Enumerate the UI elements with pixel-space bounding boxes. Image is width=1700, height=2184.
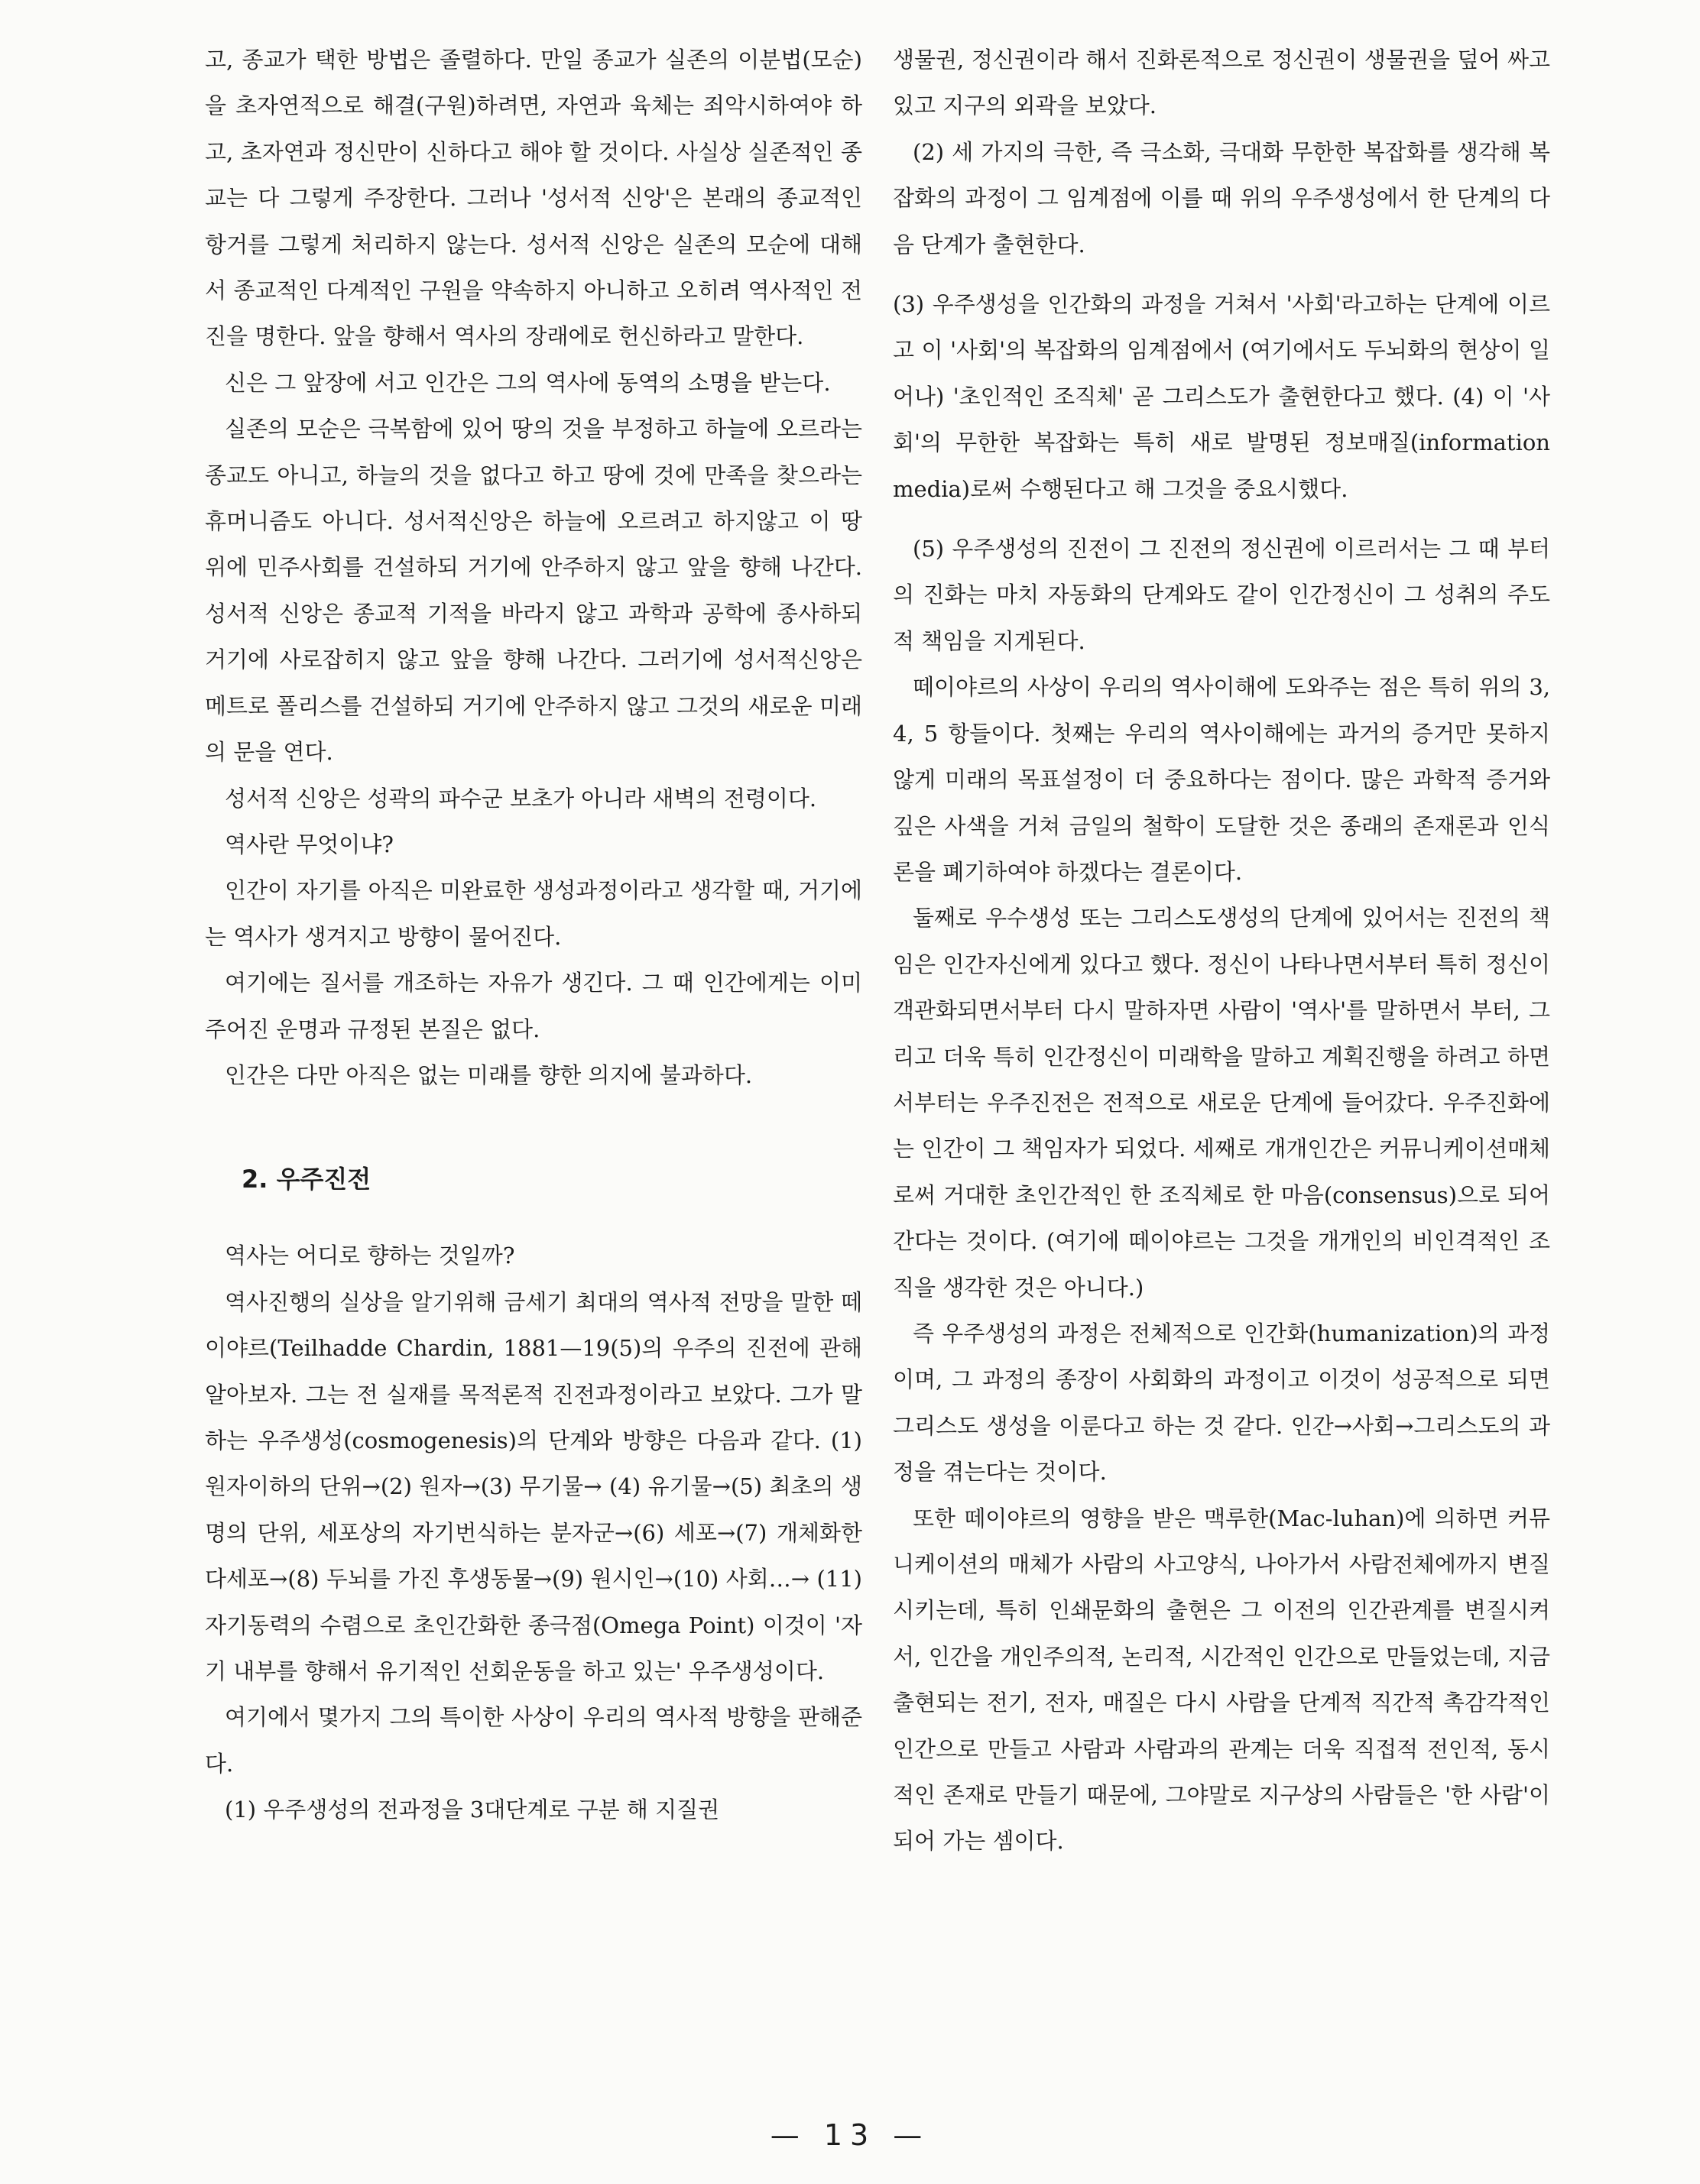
paragraph: 인간이 자기를 아직은 미완료한 생성과정이라고 생각할 때, 거기에는 역사가 생겨지고 방향이 물어진다. xyxy=(205,877,862,950)
paragraph: 떼이야르의 사상이 우리의 역사이해에 도와주는 점은 특히 위의 3, 4, 5 항들이다. 첫째는 우리의 역사이해에는 과거의 증거만 못하지 않게 미래의 목표설정이 더 중요하다는 점이다. 많은 과학적 증거와 깊은 사색을 거쳐 금일의 철학이 도달한 것은 종래의 존재론과 인식론을 폐기하여야 하겠다는 결론이다. xyxy=(893,674,1550,885)
paragraph: 실존의 모순은 극복함에 있어 땅의 것을 부정하고 하늘에 오르라는 종교도 아니고, 하늘의 것을 없다고 하고 땅에 것에 만족을 찾으라는 휴머니즘도 아니다. 성서적신앙은 하늘에 오르려고 하지않고 이 땅 위에 민주사회를 건설하되 거기에 안주하지 않고 앞을 향해 나간다. 성서적 신앙은 종교적 기적을 바라지 않고 과학과 공학에 종사하되 거기에 사로잡히지 않고 앞을 향해 나간다. 그러기에 성서적신앙은 메트로 폴리스를 건설하되 거기에 안주하지 않고 그것의 새로운 미래의 문을 연다. xyxy=(205,416,862,766)
paragraph: 생물권, 정신권이라 해서 진화론적으로 정신권이 생물권을 덮어 싸고 있고 지구의 외곽을 보았다. xyxy=(893,47,1550,119)
paragraph: (5) 우주생성의 진전이 그 진전의 정신권에 이르러서는 그 때 부터의 진화는 마치 자동화의 단계와도 같이 인간정신이 그 성취의 주도적 책임을 지게된다. xyxy=(893,536,1550,654)
paragraph: 여기에는 질서를 개조하는 자유가 생긴다. 그 때 인간에게는 이미 주어진 운명과 규정된 본질은 없다. xyxy=(205,970,862,1042)
paragraph: (2) 세 가지의 극한, 즉 극소화, 극대화 무한한 복잡화를 생각해 복잡화의 과정이 그 임계점에 이를 때 위의 우주생성에서 한 단계의 다음 단계가 출현한다. xyxy=(893,138,1550,258)
paragraph: 여기에서 몇가지 그의 특이한 사상이 우리의 역사적 방향을 판해준다. xyxy=(205,1704,862,1777)
paragraph: 역사진행의 실상을 알기위해 금세기 최대의 역사적 전망을 말한 떼이야르(Teilhadde Chardin, 1881—19(5)의 우주의 진전에 관해 알아보자. 그는 전 실재를 목적론적 진전과정이라고 보았다. 그가 말하는 우주생성(cosmogenesis)의 단계와 방향은 다음과 같다. (1) 원자이하의 단위→(2) 원자→(3) 무기물→ (4) 유기물→(5) 최초의 생명의 단위, 세포상의 자기번식하는 분자군→(6) 세포→(7) 개체화한 다세포→(8) 두뇌를 가진 후생동물→(9) 원시인→(10) 사회…→ (11) 자기동력의 수렴으로 초인간화한 종극점(Omega Point) 이것이 '자기 내부를 향해서 유기적인 선회운동을 하고 있는' 우주생성이다. xyxy=(205,1288,862,1684)
paragraph: 신은 그 앞장에 서고 인간은 그의 역사에 동역의 소명을 받는다. xyxy=(225,369,831,396)
paragraph: 역사는 어디로 향하는 것일까? xyxy=(225,1243,515,1269)
paragraph: 인간은 다만 아직은 없는 미래를 향한 의지에 불과하다. xyxy=(225,1061,753,1088)
paragraph: 역사란 무엇이냐? xyxy=(225,831,394,857)
paragraph: 또한 떼이야르의 영향을 받은 맥루한(Mac-luhan)에 의하면 커뮤니케이션의 매체가 사람의 사고양식, 나아가서 사람전체에까지 변질시키는데, 특히 인쇄문화의 출현은 그 이전의 인간관계를 변질시켜서, 인간을 개인주의적, 논리적, 시간적인 인간으로 만들었는데, 지금 출현되는 전기, 전자, 매질은 다시 사람을 단계적 직간적 촉감각적인 인간으로 만들고 사람과 사람과의 관계는 더욱 직접적 전인적, 동시적인 존재로 만들기 때문에, 그야말로 지구상의 사람들은 '한 사람'이 되어 가는 셈이다. xyxy=(893,1505,1550,1855)
section-heading: 2. 우주진전 xyxy=(242,1165,371,1194)
paragraph: (3) 우주생성을 인간화의 과정을 거쳐서 '사회'라고하는 단계에 이르고 이 '사회'의 복잡화의 임계점에서 (여기에서도 두뇌화의 현상이 일어나) '초인적인 조직체' 곧 그리스도가 출현한다고 했다. (4) 이 '사회'의 무한한 복잡화는 특히 새로 발명된 정보매질(information media)로써 수행된다고 해 그것을 중요시했다. xyxy=(893,291,1550,502)
paragraph: 둘째로 우수생성 또는 그리스도생성의 단계에 있어서는 진전의 책임은 인간자신에게 있다고 했다. 정신이 나타나면서부터 특히 정신이 객관화되면서부터 다시 말하자면 사람이 '역사'를 말하면서 부터, 그리고 더욱 특히 인간정신이 미래학을 말하고 계획진행을 하려고 하면서부터는 우주진전은 전적으로 새로운 단계에 들어갔다. 우주진화에는 인간이 그 책임자가 되었다. 세째로 개개인간은 커뮤니케이션매체로써 거대한 초인간적인 한 조직체로 한 마음(consensus)으로 되어 간다는 것이다. (여기에 떼이야르는 그것을 개개인의 비인격적인 조직을 생각한 것은 아니다.) xyxy=(893,905,1550,1301)
right-column xyxy=(893,37,1550,1865)
left-column xyxy=(205,37,862,1833)
paragraph: 즉 우주생성의 과정은 전체적으로 인간화(humanization)의 과정이며, 그 과정의 종장이 사회화의 과정이고 이것이 성공적으로 되면 그리스도 생성을 이룬다고 하는 것 같다. 인간→사회→그리스도의 과정을 겪는다는 것이다. xyxy=(893,1320,1550,1486)
paragraph: 고, 종교가 택한 방법은 졸렬하다. 만일 종교가 실존의 이분법(모순)을 초자연적으로 해결(구원)하려면, 자연과 육체는 죄악시하여야 하고, 초자연과 정신만이 신하다고 해야 할 것이다. 사실상 실존적인 종교는 다 그렇게 주장한다. 그러나 '성서적 신앙'은 본래의 종교적인 항거를 그렇게 처리하지 않는다. 성서적 신앙은 실존의 모순에 대해서 종교적인 다계적인 구원을 약속하지 아니하고 오히려 역사적인 전진을 명한다. 앞을 향해서 역사의 장래에로 헌신하라고 말한다. xyxy=(205,47,862,350)
paragraph: (1) 우주생성의 전과정을 3대단계로 구분 해 지질권 xyxy=(225,1797,720,1823)
page-number: — 13 — xyxy=(770,2118,930,2152)
paragraph: 성서적 신앙은 성곽의 파수군 보초가 아니라 새벽의 전령이다. xyxy=(225,785,817,812)
